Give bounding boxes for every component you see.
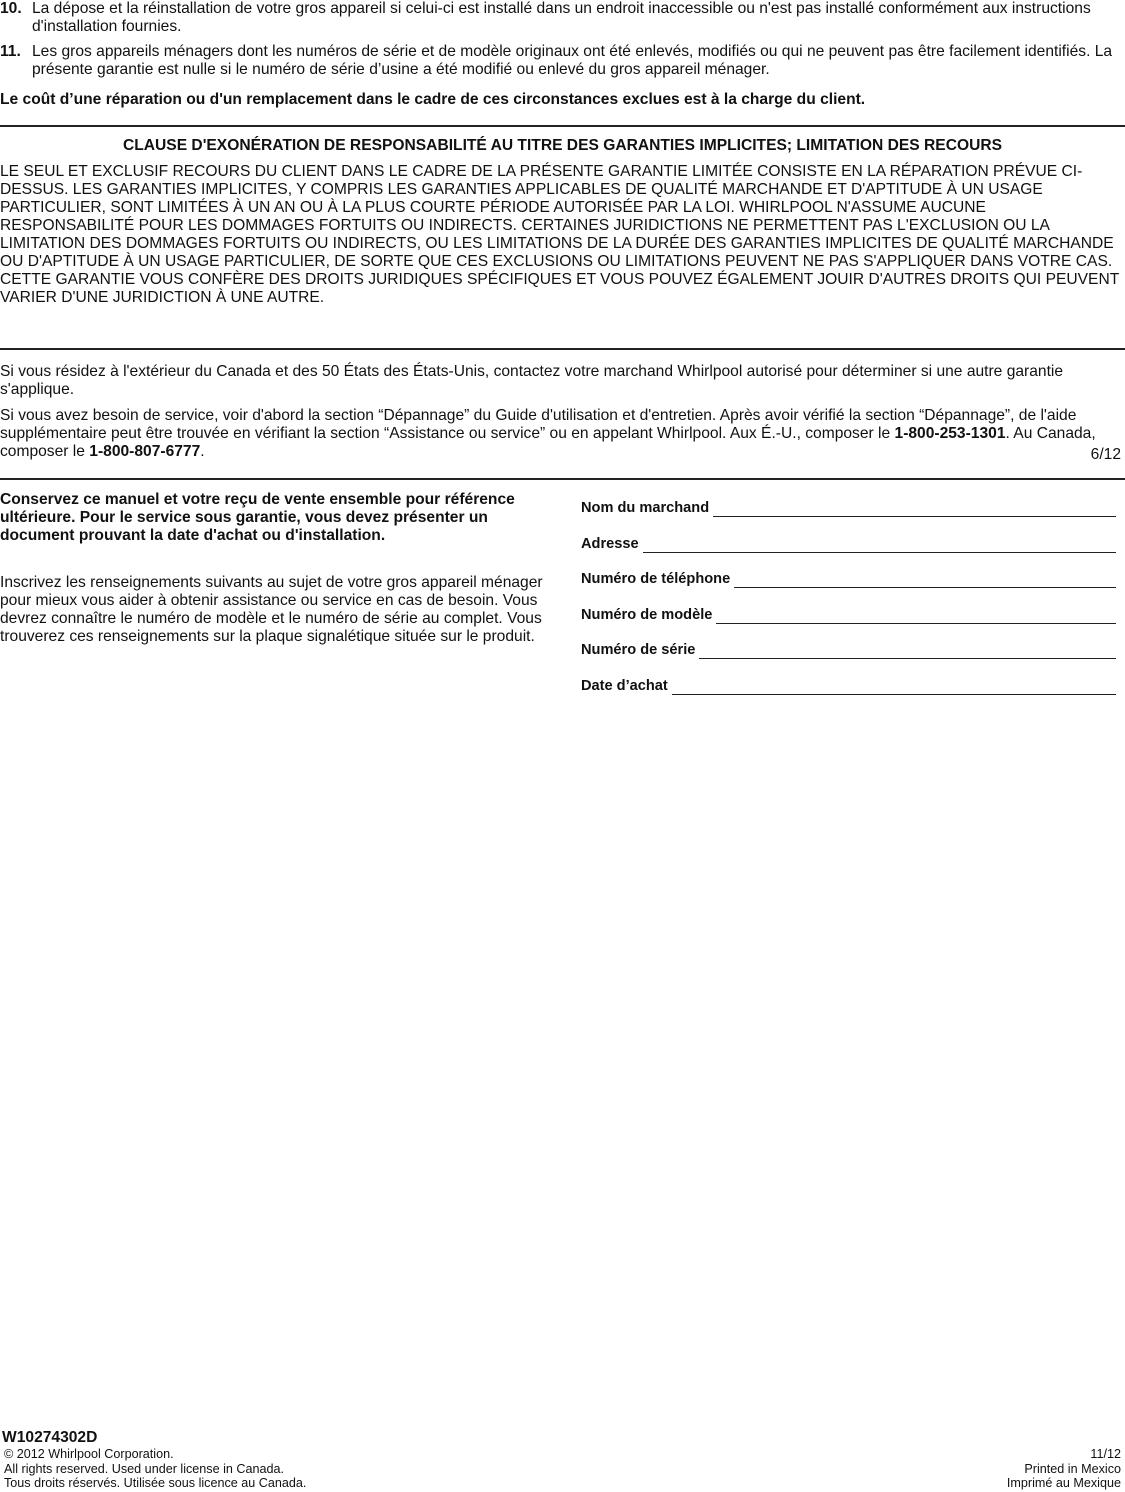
document-code: W10274302D [2, 1429, 98, 1446]
service-text: Si vous avez besoin de service, voir d'abord la section “Dépannage” du Guide d'utilisation et d'entretien. Après avoir vérifié la section “Dépannage”, de l'aide supplémentaire peut être trouvée en vérifiant la section “Assistance ou service” ou en appelant Whirlpool. Aux É.-U., composer le [0, 407, 1077, 442]
printed-in-english: Printed in Mexico [1024, 1461, 1121, 1476]
record-info-paragraph: Inscrivez les renseignements suivants au sujet de votre gros appareil ménager pour mieux vous aider à obtenir assistance ou service en cas de besoin. Vous devrez connaître le numéro de modèle et le numéro de série au complet. Vous trouverez ces renseignements sur la plaque signalétique située sur le produit. [0, 574, 543, 645]
field-label: Numéro de série [581, 642, 696, 658]
item-number: 10. [0, 0, 22, 17]
keep-manual-note: Conservez ce manuel et votre reçu de vente ensemble pour référence ultérieure. Pour le service sous garantie, vous devez présenter un document prouvant la date d'achat ou d'installation. [0, 491, 515, 544]
section-divider [0, 478, 1125, 480]
footer-print-info [1007, 1447, 1121, 1491]
service-paragraph [0, 407, 1122, 461]
field-label: Nom du marchand [581, 500, 710, 516]
field-line[interactable] [699, 645, 1116, 659]
rights-french: Tous droits réservés. Utilisée sous licence au Canada. [4, 1476, 307, 1490]
rights-english: All rights reserved. Used under license in Canada. [4, 1461, 285, 1476]
field-line[interactable] [713, 503, 1116, 517]
warranty-date-code: 6/12 [1090, 446, 1121, 463]
field-line[interactable] [734, 574, 1116, 588]
exclusion-item-10 [0, 0, 1122, 36]
copyright-line: © 2012 Whirlpool Corporation. [4, 1447, 174, 1461]
item-text: La dépose et la réinstallation de votre gros appareil si celui-ci est installé dans un endroit inaccessible ou n'est pas installé conformément aux instructions d'installation fournies. [32, 0, 1091, 35]
footer-copyright [4, 1447, 306, 1491]
field-line[interactable] [716, 610, 1116, 624]
clause-title: CLAUSE D'EXONÉRATION DE RESPONSABILITÉ AU TITRE DES GARANTIES IMPLICITES; LIMITATION DES RECOURS [122, 137, 1003, 154]
field-label: Adresse [581, 536, 639, 552]
clause-body: LE SEUL ET EXCLUSIF RECOURS DU CLIENT DANS LE CADRE DE LA PRÉSENTE GARANTIE LIMITÉE CONSISTE EN LA RÉPARATION PRÉVUE CI-DESSUS. LES GARANTIES IMPLICITES, Y COMPRIS LES GARANTIES APPLICABLES DE QUALITÉ MARCHANDE ET D'APTITUDE À UN USAGE PARTICULIER, SONT LIMITÉES À UN AN OU À LA PLUS COURTE PÉRIODE AUTORISÉE PAR LA LOI. WHIRLPOOL N'ASSUME AUCUNE RESPONSABILITÉ POUR LES DOMMAGES FORTUITS OU INDIRECTS. CERTAINES JURIDICTIONS NE PERMETTENT PAS L'EXCLUSION OU LA LIMITATION DES DOMMAGES FORTUITS OU INDIRECTS, OU LES LIMITATIONS DE LA DURÉE DES GARANTIES IMPLICITES DE QUALITÉ MARCHANDE OU D'APTITUDE À UN USAGE PARTICULIER, DE SORTE QUE CES EXCLUSIONS OU LIMITATIONS PEUVENT NE PAS S'APPLIQUER DANS VOTRE CAS. CETTE GARANTIE VOUS CONFÈRE DES DROITS JURIDIQUES SPÉCIFIQUES ET VOUS POUVEZ ÉGALEMENT JOUIR D'AUTRES DROITS QUI PEUVENT VARIER D'UNE JURIDICTION À UNE AUTRE. [0, 163, 1119, 306]
phone-us: 1-800-253-1301 [894, 425, 1006, 442]
section-divider [0, 125, 1125, 127]
outside-canada-paragraph: Si vous résidez à l'extérieur du Canada et des 50 États des États-Unis, contactez votre marchand Whirlpool autorisé pour déterminer si une autre garantie s'applique. [0, 363, 1064, 398]
dealer-name-field[interactable] [581, 499, 1116, 517]
field-line[interactable] [672, 681, 1116, 695]
field-line[interactable] [643, 539, 1116, 553]
phone-number-field[interactable] [581, 570, 1116, 588]
model-number-field[interactable] [581, 606, 1116, 624]
printed-in-french: Imprimé au Mexique [1006, 1476, 1121, 1490]
exclusion-cost-note: Le coût d’une réparation ou d'un remplacement dans le cadre de ces circonstances exclues est à la charge du client. [0, 91, 866, 108]
exclusion-item-11 [0, 43, 1122, 79]
item-text: Les gros appareils ménagers dont les numéros de série et de modèle originaux ont été enlevés, modifiés ou qui ne peuvent pas être facilement identifiés. La présente garantie est nulle si le numéro de série d’usine a été modifié ou enlevé du gros appareil ménager. [32, 43, 1113, 78]
field-label: Numéro de modèle [581, 607, 713, 623]
field-label: Numéro de téléphone [581, 571, 731, 587]
phone-canada: 1-800-807-6777 [89, 443, 201, 460]
item-number: 11. [0, 43, 21, 60]
print-date: 11/12 [1090, 1447, 1121, 1461]
purchase-date-field[interactable] [581, 677, 1116, 695]
address-field[interactable] [581, 535, 1116, 553]
service-text: . Au Canada, composer le [0, 425, 1096, 460]
section-divider [0, 348, 1125, 350]
service-text: . [200, 443, 205, 460]
field-label: Date d’achat [581, 678, 668, 694]
serial-number-field[interactable] [581, 641, 1116, 659]
